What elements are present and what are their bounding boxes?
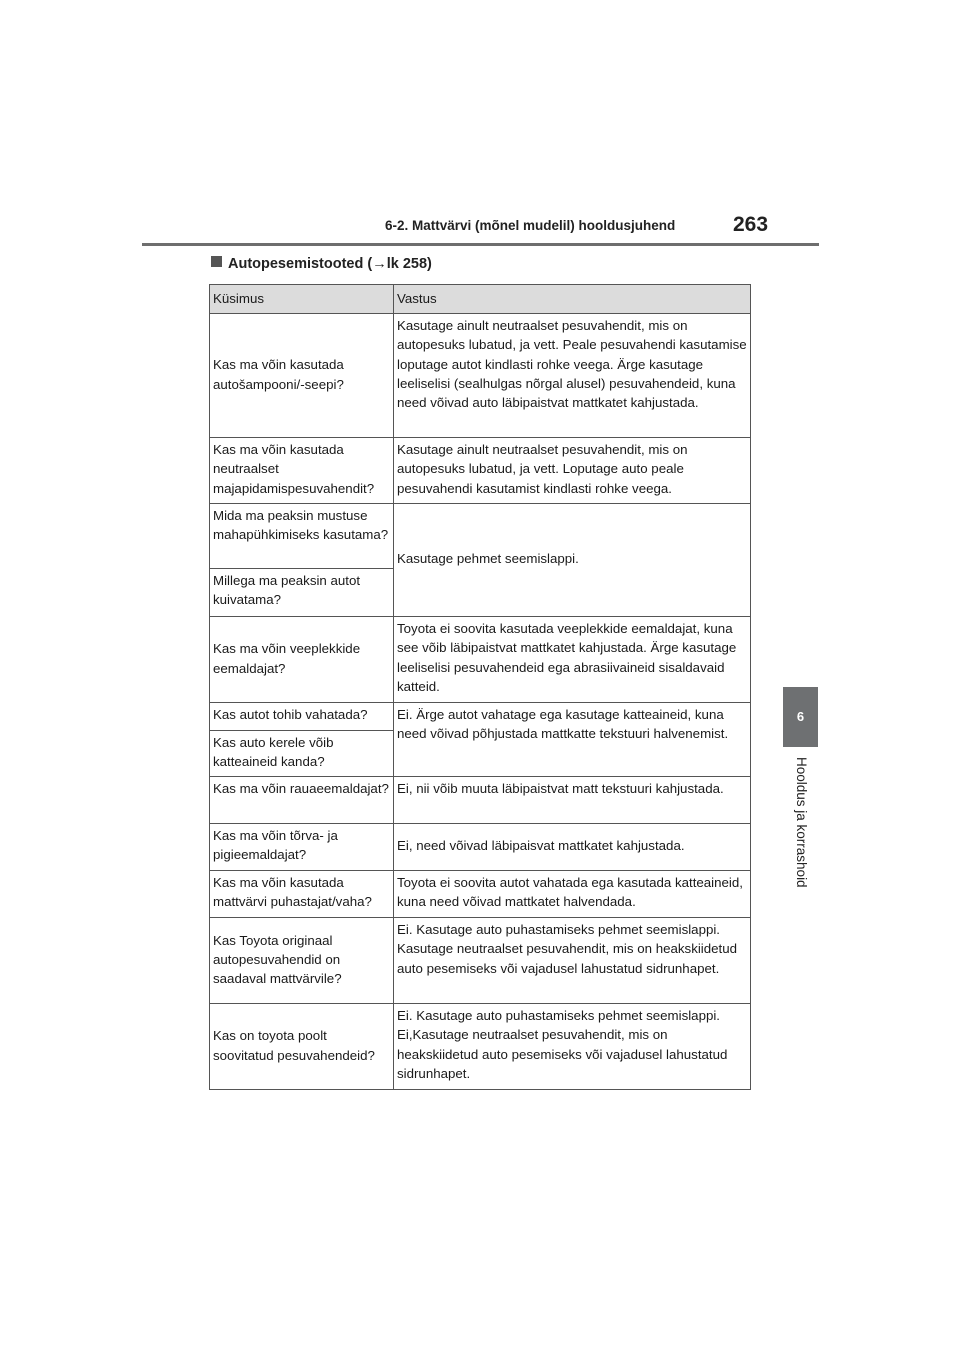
question-cell: Kas ma võin kasutada autošampooni/-seepi?: [210, 314, 394, 438]
question-cell: Kas Toyota originaal autopesuvahendid on saadaval mattvärvile?: [210, 918, 394, 1004]
answer-cell: Ei. Ärge autot vahatage ega kasutage katteaineid, kuna need võivad põhjustada mattkatte tekstuuri halvenemist.: [394, 703, 751, 777]
table-row: [210, 314, 751, 438]
answer-cell: Ei, need võivad läbipaisvat mattkatet kahjustada.: [394, 824, 751, 871]
table-row: [210, 1004, 751, 1090]
question-cell: Kas on toyota poolt soovitatud pesuvahendeid?: [210, 1004, 394, 1090]
table-row: [210, 777, 751, 824]
question-cell: Kas autot tohib vahatada?: [210, 703, 394, 731]
header-divider: [142, 243, 819, 246]
table-row: [210, 918, 751, 1004]
answer-cell: Toyota ei soovita kasutada veeplekkide eemaldajat, kuna see võib läbipaistvat mattkatet kahjustada. Ärge kasutage leeliselisi pesuvahendeid ega abrasiivaineid sisaldavaid katteid.: [394, 617, 751, 703]
table-row: [210, 703, 751, 731]
table-row: [210, 824, 751, 871]
chapter-tab: 6: [783, 687, 818, 747]
answer-cell: Ei. Kasutage auto puhastamiseks pehmet seemislappi. Ei,Kasutage neutraalset pesuvahendit, mis on heakskiidetud auto pesemiseks või vajadusel lahustatud sidrunhapet.: [394, 1004, 751, 1090]
chapter-title: Hooldus ja korrashoid: [794, 757, 809, 888]
page-number: 263: [733, 213, 769, 236]
column-header-question: Küsimus: [210, 285, 394, 314]
answer-cell: Kasutage pehmet seemislappi.: [394, 504, 751, 617]
table-row: [210, 438, 751, 504]
question-cell: Millega ma peaksin autot kuivatama?: [210, 569, 394, 617]
running-header-title: 6-2. Mattvärvi (mõnel mudelil) hooldusjuhend: [385, 218, 676, 233]
question-cell: Kas ma võin veeplekkide eemaldajat?: [210, 617, 394, 703]
question-cell: Kas ma võin kasutada mattvärvi puhastajat/vaha?: [210, 871, 394, 918]
table-row: [210, 871, 751, 918]
answer-cell: Ei. Kasutage auto puhastamiseks pehmet seemislappi. Kasutage neutraalset pesuvahendit, mis on heakskiidetud auto pesemiseks või vajadusel lahustatud sidrunhapet.: [394, 918, 751, 1004]
table-row: [210, 504, 751, 569]
answer-cell: Ei, nii võib muuta läbipaistvat matt tekstuuri kahjustada.: [394, 777, 751, 824]
question-cell: Kas ma võin rauaeemaldajat?: [210, 777, 394, 824]
section-heading: [211, 256, 432, 272]
question-cell: Mida ma peaksin mustuse mahapühkimiseks kasutama?: [210, 504, 394, 569]
section-heading-text: Autopesemistooted (→lk 258): [228, 256, 432, 272]
table-header-row: [210, 285, 751, 314]
question-cell: Kas auto kerele võib katteaineid kanda?: [210, 731, 394, 777]
column-header-answer: Vastus: [394, 285, 751, 314]
question-cell: Kas ma võin kasutada neutraalset majapidamispesuvahendit?: [210, 438, 394, 504]
answer-cell: Toyota ei soovita autot vahatada ega kasutada katteaineid, kuna need võivad mattkatet halvendada.: [394, 871, 751, 918]
square-bullet-icon: [211, 256, 222, 267]
faq-table: [209, 284, 751, 1090]
table-row: [210, 617, 751, 703]
question-cell: Kas ma võin tõrva- ja pigieemaldajat?: [210, 824, 394, 871]
answer-cell: Kasutage ainult neutraalset pesuvahendit, mis on autopesuks lubatud, ja vett. Loputage auto peale pesuvahendi kasutamist kindlasti rohke veega.: [394, 438, 751, 504]
answer-cell: Kasutage ainult neutraalset pesuvahendit, mis on autopesuks lubatud, ja vett. Peale pesuvahendi kasutamise loputage autot kindlasti rohke veega. Ärge kasutage leeliselisi (sealhulgas nõrgal alusel) pesuvahendeid, kuna need võivad auto läbipaistvat mattkatet kahjustada.: [394, 314, 751, 438]
